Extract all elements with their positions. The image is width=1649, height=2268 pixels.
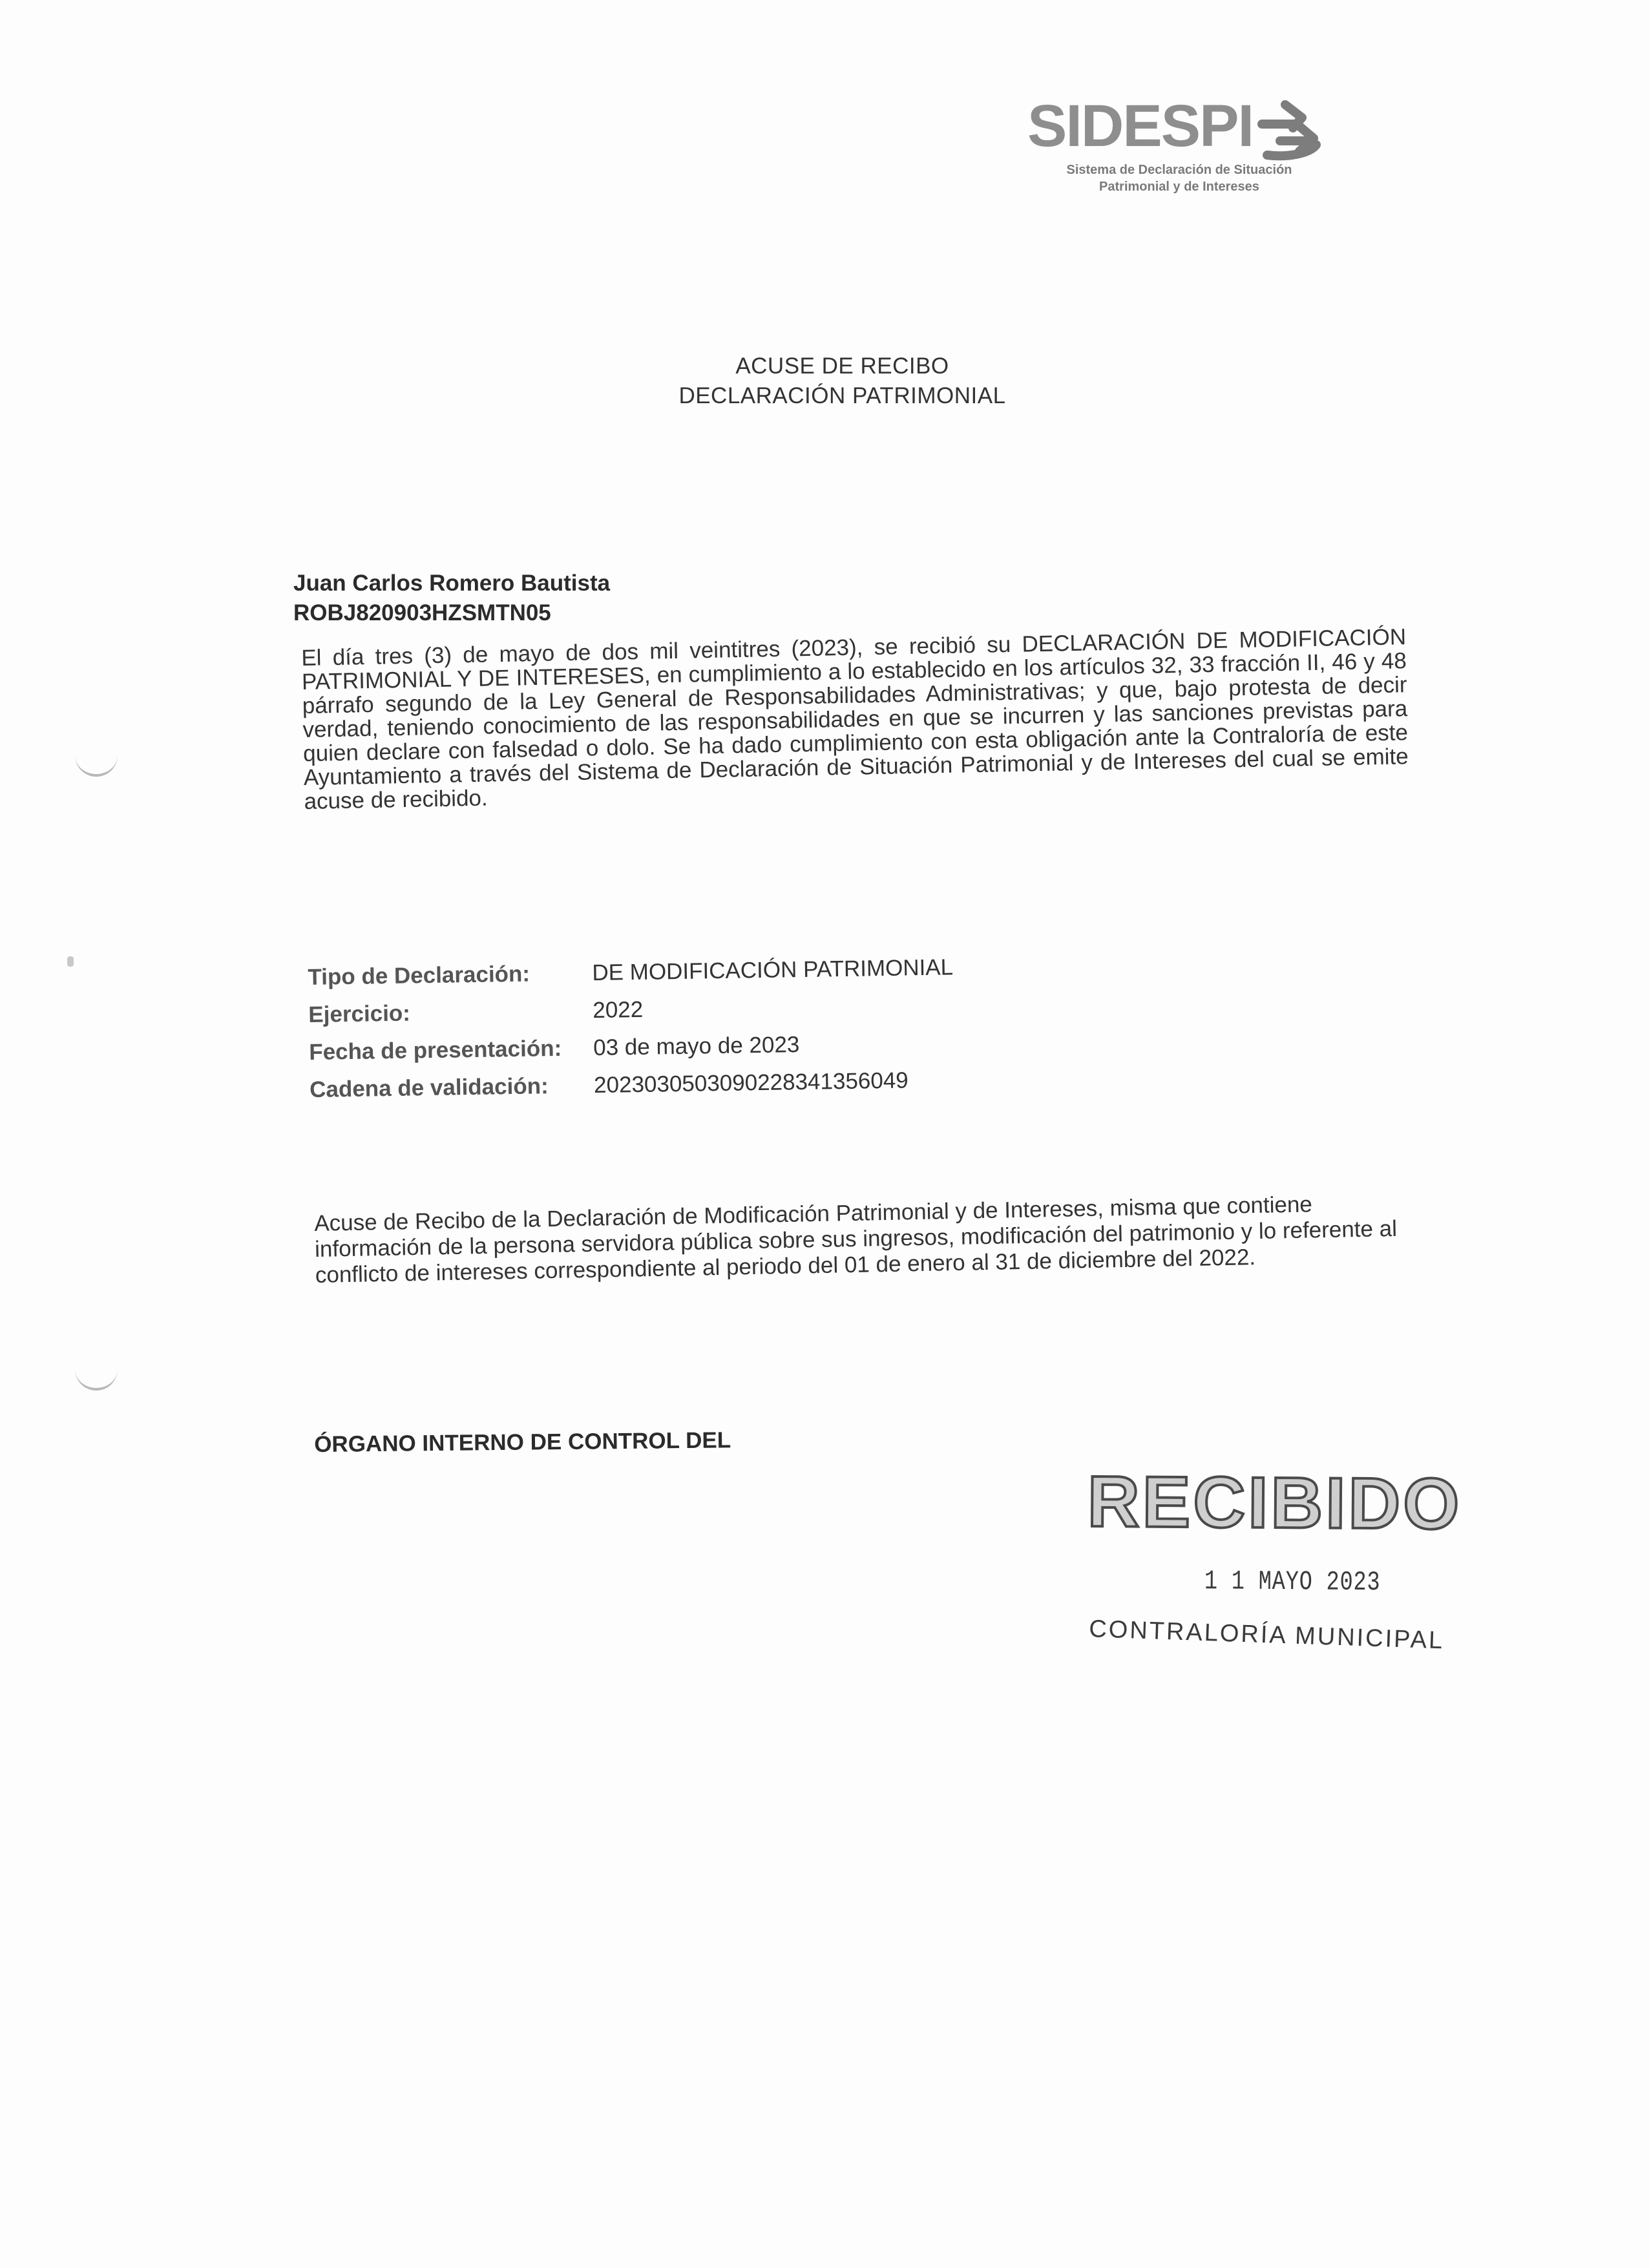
recipient-block xyxy=(293,569,610,628)
stamp-date: 1 1 MAYO 2023 xyxy=(1204,1566,1381,1599)
document-title xyxy=(0,352,1649,411)
logo-arrows-icon xyxy=(1254,90,1325,162)
logo-subtitle xyxy=(1027,162,1331,195)
binder-hole-mark xyxy=(75,1363,118,1391)
logo-subtitle-line1: Sistema de Declaración de Situación xyxy=(1066,163,1292,177)
scan-speck xyxy=(67,956,74,967)
sidespi-logo xyxy=(1027,90,1338,220)
issuing-organ: ÓRGANO INTERNO DE CONTROL DEL xyxy=(314,1427,731,1457)
logo-subtitle-line2: Patrimonial y de Intereses xyxy=(1099,180,1259,194)
title-line1: ACUSE DE RECIBO xyxy=(735,353,949,379)
detail-row xyxy=(310,1061,956,1109)
binder-hole-mark xyxy=(75,750,118,777)
detail-value: 20230305030902283413560​49 xyxy=(593,1067,909,1098)
detail-value: DE MODIFICACIÓN PATRIMONIAL xyxy=(592,954,954,986)
stamp-word: RECIBIDO xyxy=(1087,1460,1462,1545)
detail-value: 2022 xyxy=(592,996,644,1024)
recipient-name: Juan Carlos Romero Bautista xyxy=(293,571,611,596)
body-paragraph-1: El día tres (3) de mayo de dos mil veintitres (2023), se recibió su DECLARACIÓN DE MODIFICACIÓN PATRIMONIAL Y DE INTERESES, en cumplimiento a lo establecido en los artículos 32, 33 fracción II, 46 y 48 párrafo segundo de la Ley General de Responsabilidades Administrativas; y que, bajo protesta de decir verdad, teniendo conocimiento de las responsabilidades en que se incurren y las sanciones previstas para quien declare con falsedad o dolo. Se ha dado cumplimiento con esta obligación ante la Contraloría de este Ayuntamiento a través del Sistema de Declaración de Situación Patrimonial y de Intereses del cual se emite acuse de recibido. xyxy=(300,624,1409,814)
detail-label: Tipo de Declaración: xyxy=(308,961,530,990)
declaration-details xyxy=(308,949,955,1109)
recipient-id-code: ROBJ820903HZSMTN05 xyxy=(293,600,551,625)
body-paragraph-2: Acuse de Recibo de la Declaración de Modificación Patrimonial y de Intereses, misma que contiene información de la persona servidora pública sobre sus ingresos, modificación del patrimonio y lo referente al conflicto de intereses correspondiente al periodo del 01 de enero al 31 de diciembre del 2022. xyxy=(314,1192,1398,1288)
stamp-place: CONTRALORÍA MUNICIPAL xyxy=(1088,1615,1445,1655)
detail-label: Ejercicio: xyxy=(308,1000,411,1027)
received-stamp xyxy=(1078,1460,1467,1681)
logo-mark xyxy=(1027,90,1338,162)
detail-value: 03 de mayo de 2023 xyxy=(593,1032,800,1061)
title-line2: DECLARACIÓN PATRIMONIAL xyxy=(678,383,1006,408)
logo-name: SIDESPI xyxy=(1027,93,1254,159)
detail-label: Cadena de validación: xyxy=(309,1073,549,1102)
detail-label: Fecha de presentación: xyxy=(308,1035,562,1065)
